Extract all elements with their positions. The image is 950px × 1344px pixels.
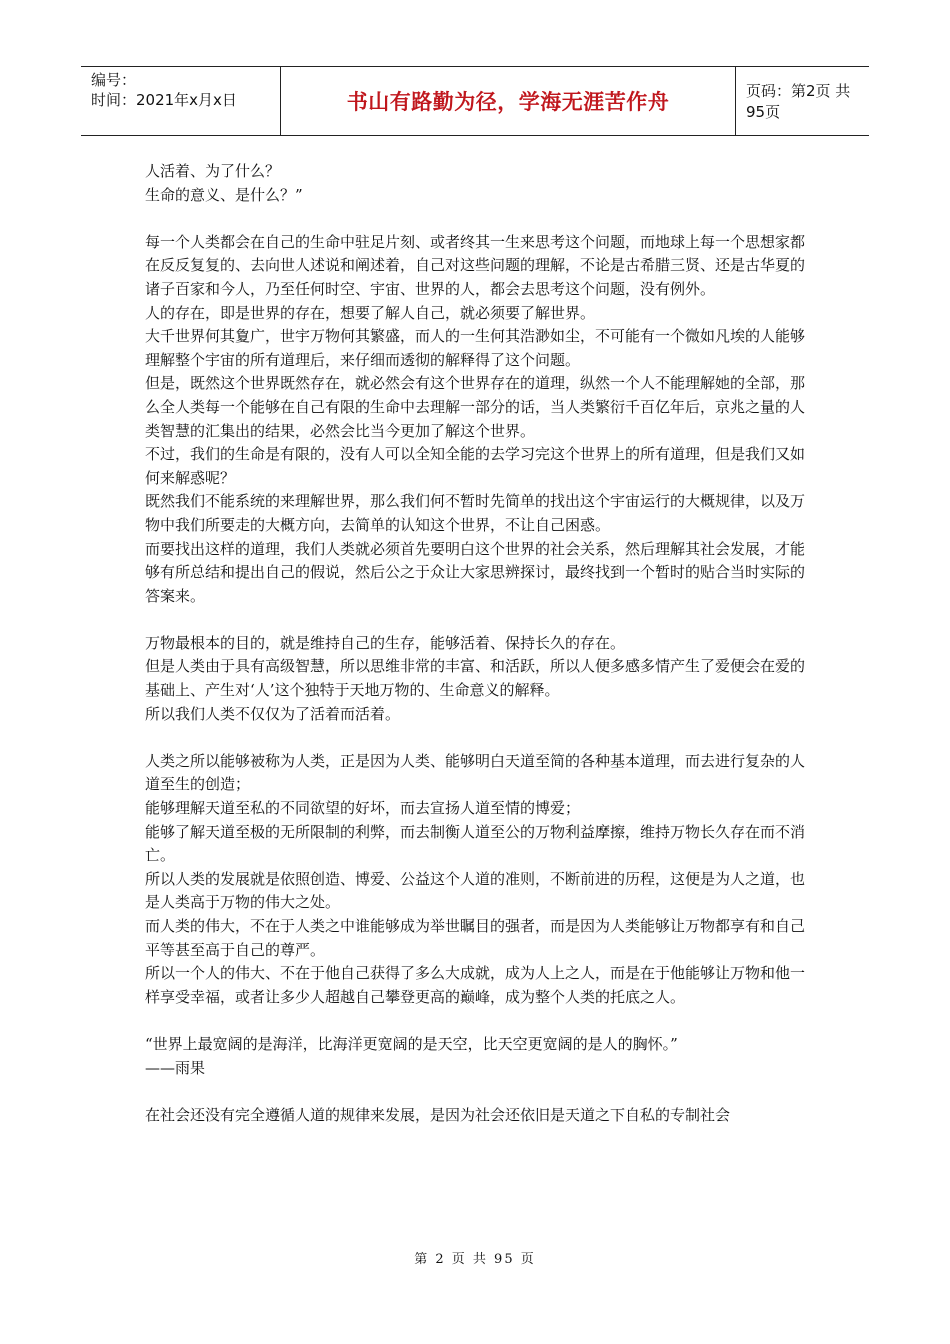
quote-text: “世界上最宽阔的是海洋，比海洋更宽阔的是天空，比天空更宽阔的是人的胸怀。” — [145, 1034, 678, 1053]
header-page-info — [736, 67, 869, 135]
body-paragraph: 但是，既然这个世界既然存在，就必然会有这个世界存在的道理，纵然一个人不能理解她的全部，那么全人类每一个能够在自己有限的生命中去理解一部分的话，当人类繁衍千百亿年后，京兆之量的人类智慧的汇集出的结果，必然会比当今更加了解这个世界。 — [145, 374, 806, 440]
document-body — [145, 160, 810, 1127]
document-date-label: 时间：2021年x月x日 — [91, 91, 237, 109]
body-paragraph: 在社会还没有完全遵循人道的规律来发展，是因为社会还依旧是天道之下自私的专制社会 — [145, 1105, 731, 1124]
header-motto — [281, 67, 736, 135]
page-footer — [0, 1248, 950, 1267]
body-paragraph: 而要找出这样的道理，我们人类就必须首先要明白这个世界的社会关系，然后理解其社会发展，才能够有所总结和提出自己的假说，然后公之于众让大家思辨探讨，最终找到一个暂时的贴合当时实际的答案来。 — [145, 539, 806, 605]
body-paragraph: 所以我们人类不仅仅为了活着而活着。 — [145, 704, 401, 723]
body-paragraph: 而人类的伟大，不在于人类之中谁能够成为举世瞩目的强者，而是因为人类能够让万物都享有和自己平等甚至高于自己的尊严。 — [145, 917, 806, 959]
body-paragraph: 能够了解天道至极的无所限制的利弊，而去制衡人道至公的万物利益摩擦，维持万物长久存在而不消亡。 — [145, 822, 806, 865]
body-paragraph: 大千世界何其夐广，世宇万物何其繁盛，而人的一生何其浩渺如尘，不可能有一个微如凡埃的人能够理解整个宇宙的所有道理后，来仔细而透彻的解释得了这个问题。 — [145, 327, 806, 369]
header-meta — [81, 67, 281, 135]
paragraph-spacer — [145, 1009, 810, 1033]
quote-attribution: ——雨果 — [145, 1058, 206, 1077]
paragraph-spacer — [145, 608, 810, 632]
body-paragraph: 人活着、为了什么？ — [145, 162, 281, 180]
footer-page-number: 第 2 页 共 95 页 — [414, 1252, 536, 1267]
body-paragraph: 人的存在，即是世界的存在，想要了解人自己，就必须要了解世界。 — [145, 303, 596, 322]
paragraph-spacer — [145, 207, 810, 231]
body-paragraph: 每一个人类都会在自己的生命中驻足片刻、或者终其一生来思考这个问题，而地球上每一个思想家都在反反复复的、去向世人述说和阐述着，自己对这些问题的理解，不论是古希腊三贤、还是古华夏的诸子百家和今人，乃至任何时空、宇宙、世界的人，都会去思考这个问题，没有例外。 — [145, 232, 806, 298]
body-paragraph: 但是人类由于具有高级智慧，所以思维非常的丰富、和活跃，所以人便多感多情产生了爱便会在爱的基础上、产生对‘人’这个独特于天地万物的、生命意义的解释。 — [145, 657, 806, 700]
motto-text: 书山有路勤为径，学海无涯苦作舟 — [346, 90, 670, 114]
body-paragraph: 不过，我们的生命是有限的，没有人可以全知全能的去学习完这个世界上的所有道理，但是我们又如何来解惑呢？ — [145, 445, 806, 487]
body-paragraph: 万物最根本的目的，就是维持自己的生存，能够活着、保持长久的存在。 — [145, 633, 626, 652]
page-header — [81, 66, 869, 136]
body-paragraph: 生命的意义、是什么？” — [145, 185, 303, 204]
paragraph-spacer — [145, 726, 810, 750]
body-paragraph: 既然我们不能系统的来理解世界，那么我们何不暂时先简单的找出这个宇宙运行的大概规律，以及万物中我们所要走的大概方向，去简单的认知这个世界，不让自己困惑。 — [145, 492, 806, 534]
body-paragraph: 所以一个人的伟大、不在于他自己获得了多么大成就，成为人上之人，而是在于他能够让万物和他一样享受幸福，或者让多少人超越自己攀登更高的巅峰，成为整个人类的托底之人。 — [145, 964, 806, 1006]
body-paragraph: 能够理解天道至私的不同欲望的好坏，而去宣扬人道至情的博爱； — [145, 799, 581, 818]
paragraph-spacer — [145, 1080, 810, 1104]
page-number-label: 页码：第2页 共95页 — [746, 82, 851, 121]
body-paragraph: 所以人类的发展就是依照创造、博爱、公益这个人道的准则，不断前进的历程，这便是为人之道，也是人类高于万物的伟大之处。 — [145, 869, 806, 912]
document-number-label: 编号： — [91, 71, 137, 89]
body-paragraph: 人类之所以能够被称为人类，正是因为人类、能够明白天道至简的各种基本道理，而去进行复杂的人道至生的创造； — [145, 751, 806, 794]
